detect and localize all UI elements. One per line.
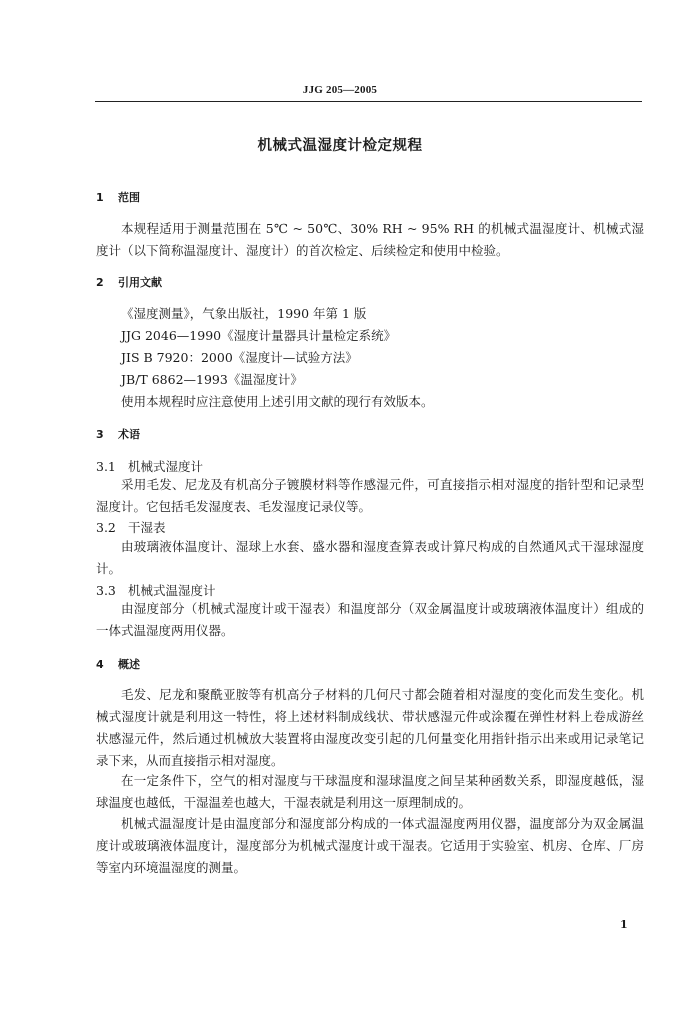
section-4-number: 4 <box>96 658 104 671</box>
section-2-heading <box>96 274 162 290</box>
term-3-3-title: 机械式温湿度计 <box>128 583 216 598</box>
header-divider <box>95 101 642 102</box>
section-1-title: 范围 <box>118 191 140 204</box>
page-number: 1 <box>620 918 628 931</box>
term-3-1-number: 3.1 <box>96 459 116 474</box>
document-title: 机械式温湿度计检定规程 <box>257 138 423 154</box>
section-1-number: 1 <box>96 191 104 204</box>
section-4-paragraph: 毛发、尼龙和聚酰亚胺等有机高分子材料的几何尺寸都会随着相对湿度的变化而发生变化。机械式湿度计就是利用这一特性，将上述材料制成线状、带状感湿元件或涂覆在弹性材料上卷成游丝状感湿元件，然后通过机械放大装置将由湿度改变引起的几何量变化用指针指示出来或用记录笔记录下来，从而直接指示相对湿度。 <box>96 687 644 768</box>
term-3-1-definition: 采用毛发、尼龙及有机高分子镀膜材料等作感湿元件，可直接指示相对湿度的指针型和记录型湿度计。它包括毛发湿度表、毛发湿度记录仪等。 <box>96 477 644 514</box>
reference-item: 《湿度测量》，气象出版社，1990 年第 1 版 <box>121 306 367 321</box>
reference-item: JJG 2046—1990《湿度计量器具计量检定系统》 <box>121 328 397 343</box>
term-3-3-heading <box>96 581 216 599</box>
section-2-number: 2 <box>96 276 104 289</box>
section-3-heading <box>96 426 140 442</box>
section-4-paragraph: 在一定条件下，空气的相对湿度与干球温度和湿球温度之间呈某种函数关系，即湿度越低，湿球温度也越低，干湿温差也越大，干湿表就是利用这一原理制成的。 <box>96 773 644 810</box>
section-4-paragraph: 机械式温湿度计是由温度部分和湿度部分构成的一体式温湿度两用仪器，温度部分为双金属温度计或玻璃液体温度计，湿度部分为机械式湿度计或干湿表。它适用于实验室、机房、仓库、厂房等室内环境温湿度的测量。 <box>96 816 644 875</box>
section-3-title: 术语 <box>118 428 140 441</box>
section-4-title: 概述 <box>118 658 140 671</box>
term-3-1-heading <box>96 457 203 475</box>
section-2-title: 引用文献 <box>118 276 162 289</box>
section-1-heading <box>96 189 140 205</box>
reference-item: JIS B 7920：2000《湿度计—试验方法》 <box>121 350 358 365</box>
header-standard-code: JJG 205—2005 <box>302 84 378 96</box>
term-3-1-title: 机械式湿度计 <box>128 459 204 474</box>
term-3-2-definition: 由玻璃液体温度计、湿球上水套、盛水器和湿度查算表或计算尺构成的自然通风式干湿球湿度计。 <box>96 539 644 576</box>
term-3-2-title: 干湿表 <box>128 520 166 535</box>
reference-item: JB/T 6862—1993《温湿度计》 <box>121 372 303 387</box>
term-3-2-number: 3.2 <box>96 520 116 535</box>
term-3-3-number: 3.3 <box>96 583 116 598</box>
section-1-paragraph: 本规程适用于测量范围在 5℃ ~ 50℃、30% RH ~ 95% RH 的机械式温湿度计、机械式湿度计（以下简称温湿度计、湿度计）的首次检定、后续检定和使用中检验。 <box>96 221 644 258</box>
term-3-3-definition: 由湿度部分（机械式湿度计或干湿表）和温度部分（双金属温度计或玻璃液体温度计）组成的一体式温湿度两用仪器。 <box>96 601 644 638</box>
section-4-heading <box>96 656 140 672</box>
term-3-2-heading <box>96 518 166 536</box>
reference-note: 使用本规程时应注意使用上述引用文献的现行有效版本。 <box>121 394 434 409</box>
section-3-number: 3 <box>96 428 104 441</box>
